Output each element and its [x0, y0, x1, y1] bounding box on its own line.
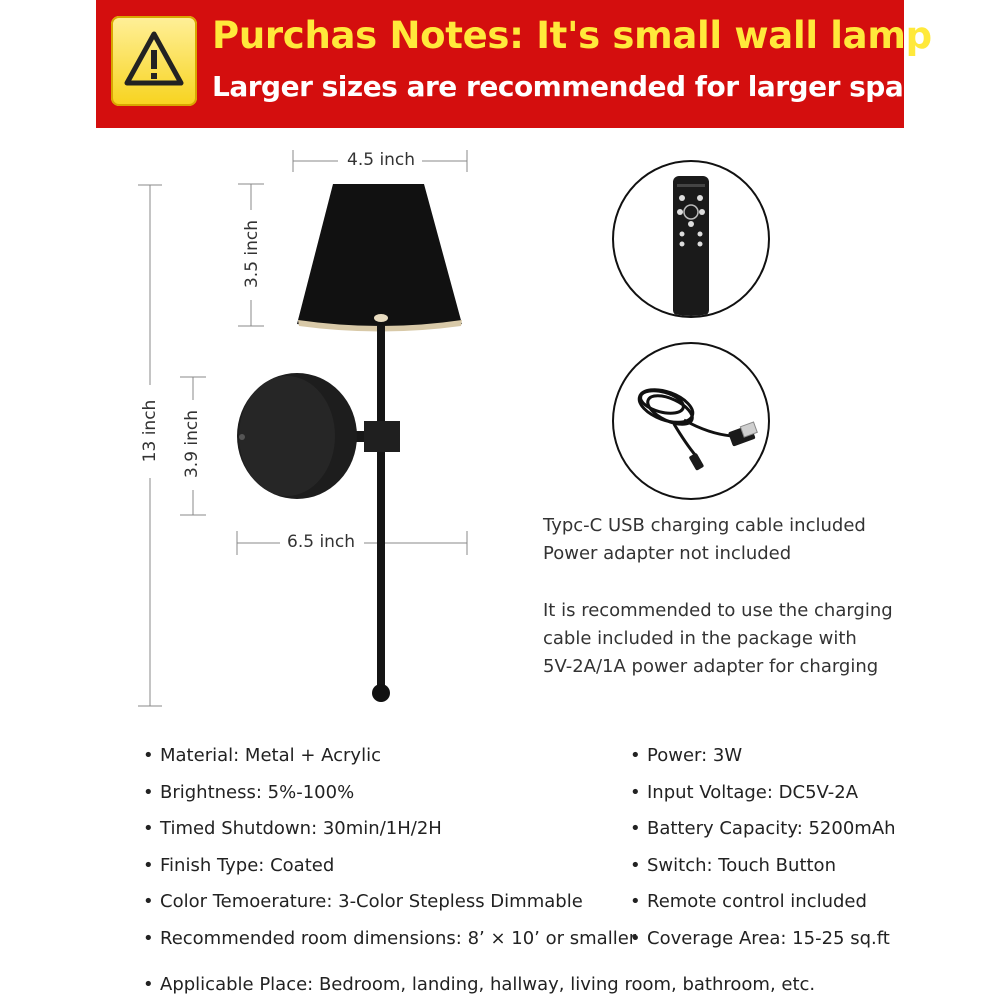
banner-subtitle: Larger sizes are recommended for larger spaces [212, 70, 954, 103]
lamp-shade [297, 184, 462, 330]
spec-input-voltage: • Input Voltage: DC5V-2A [647, 782, 858, 803]
note-cable-included: Typc-C USB charging cable included [543, 515, 866, 536]
note-recommend-line2: cable included in the package with [543, 628, 857, 649]
spec-room-dimensions: • Recommended room dimensions: 8’ × 10’ or smaller [160, 928, 636, 949]
spec-timed-shutdown: • Timed Shutdown: 30min/1H/2H [160, 818, 442, 839]
lamp-stem [377, 325, 385, 690]
spec-power: • Power: 3W [647, 745, 742, 766]
spec-coverage-area: • Coverage Area: 15-25 sq.ft [647, 928, 890, 949]
remote-control-icon [614, 162, 768, 316]
dim-base-height: 3.9 inch [182, 409, 202, 479]
dim-depth: 6.5 inch [287, 532, 356, 552]
spec-applicable-place: • Applicable Place: Bedroom, landing, hallway, living room, bathroom, etc. [160, 974, 815, 995]
remote-control-image [612, 160, 770, 318]
note-adapter-not-included: Power adapter not included [543, 543, 792, 564]
lamp-finial [372, 684, 390, 702]
lamp-joint [364, 421, 400, 452]
usb-cable-image [612, 342, 770, 500]
usb-cable-icon [614, 344, 768, 498]
banner-title: Purchas Notes: It's small wall lamp [212, 14, 932, 57]
spec-battery-capacity: • Battery Capacity: 5200mAh [647, 818, 896, 839]
spec-switch: • Switch: Touch Button [647, 855, 836, 876]
note-recommend-line3: 5V-2A/1A power adapter for charging [543, 656, 879, 677]
spec-finish-type: • Finish Type: Coated [160, 855, 334, 876]
spec-color-temperature: • Color Temoerature: 3-Color Stepless Dimmable [160, 891, 583, 912]
spec-remote-included: • Remote control included [647, 891, 867, 912]
dim-shade-height: 3.5 inch [242, 219, 262, 289]
note-recommend-line1: It is recommended to use the charging [543, 600, 893, 621]
spec-material: • Material: Metal + Acrylic [160, 745, 381, 766]
dim-total-height: 13 inch [140, 399, 160, 463]
dim-shade-width: 4.5 inch [347, 150, 416, 170]
spec-brightness: • Brightness: 5%-100% [160, 782, 354, 803]
